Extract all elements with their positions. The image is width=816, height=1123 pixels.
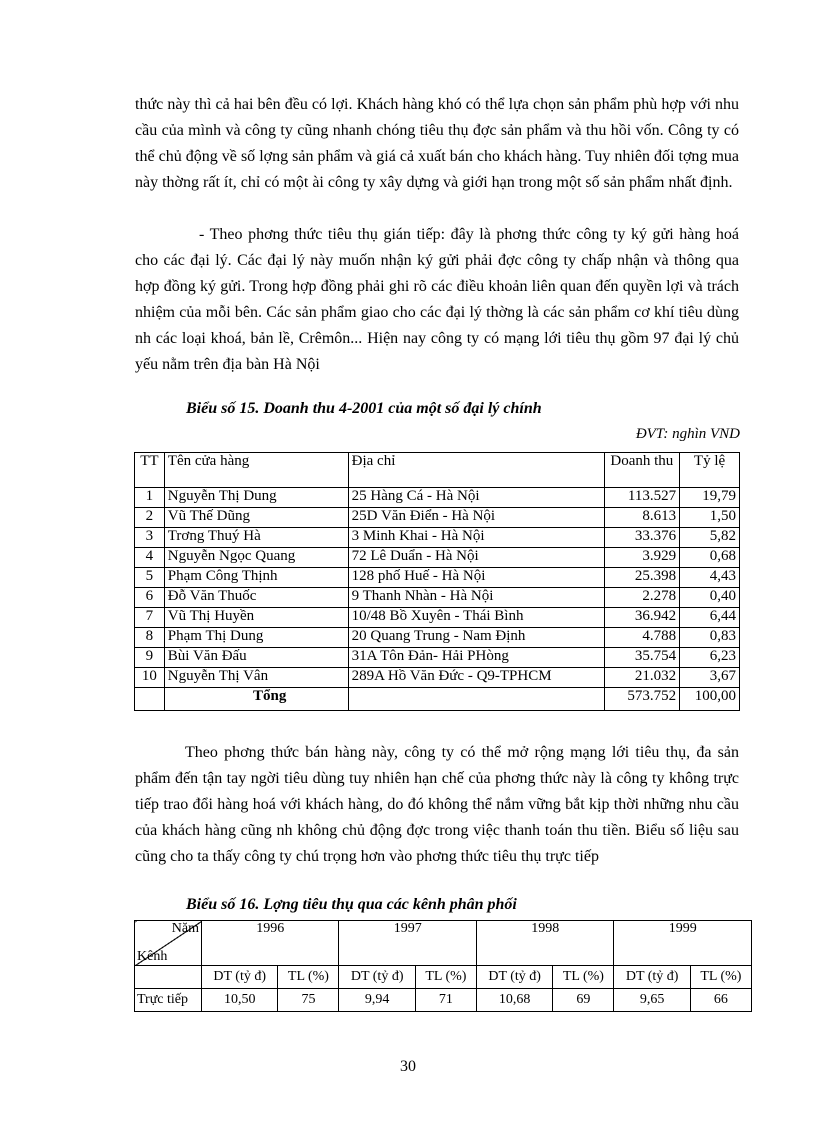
table15-unit: ĐVT: nghìn VND <box>635 426 740 442</box>
store-ratio: 6,44 <box>680 608 740 628</box>
channel-value: 10,68 <box>476 989 552 1012</box>
header-store-name: Tên cửa hàng <box>164 453 348 488</box>
year-header: 1997 <box>339 921 476 966</box>
store-ratio: 0,40 <box>680 588 740 608</box>
store-revenue: 21.032 <box>604 668 680 688</box>
table15-caption: Biểu số 15. Doanh thu 4-2001 của một số đại lý chính <box>186 400 542 417</box>
year-header: 1996 <box>202 921 339 966</box>
total-row <box>135 688 740 711</box>
paragraph-1: thức này thì cả hai bên đều có lợi. Khách hàng khó có thể lựa chọn sản phẩm phù hợp với nhu cầu của mình và công ty cũng nhanh chóng tiêu thụ đợc sản phẩm và thu hồi vốn. Công ty có thể chủ động về số lợng sản phẩm và giá cả xuất bán cho khách hàng. Tuy nhiên đối tợng mua này thờng rất ít, chỉ có một ài công ty xây dựng và giới hạn trong một số sản phẩm nhất định. <box>135 96 739 191</box>
page-number: 30 <box>400 1058 416 1075</box>
row-index: 2 <box>135 508 165 528</box>
total-ratio: 100,00 <box>680 688 740 711</box>
store-revenue: 113.527 <box>604 488 680 508</box>
corner-channel-label: Kênh <box>137 949 168 964</box>
store-ratio: 0,68 <box>680 548 740 568</box>
total-label: Tổng <box>164 688 348 711</box>
year-header: 1999 <box>614 921 752 966</box>
table-row <box>135 528 740 548</box>
channel-sales-table <box>134 920 752 1012</box>
store-name: Vũ Thị Huyền <box>164 608 348 628</box>
store-revenue: 3.929 <box>604 548 680 568</box>
store-name: Phạm Công Thịnh <box>164 568 348 588</box>
table-row <box>135 628 740 648</box>
store-revenue: 4.788 <box>604 628 680 648</box>
channel-value: 71 <box>415 989 476 1012</box>
agent-revenue-table <box>134 452 740 711</box>
corner-header-cell <box>135 921 202 966</box>
store-ratio: 4,43 <box>680 568 740 588</box>
row-index: 9 <box>135 648 165 668</box>
row-index: 8 <box>135 628 165 648</box>
total-empty-cell <box>135 688 165 711</box>
row-index: 5 <box>135 568 165 588</box>
store-name: Vũ Thế Dũng <box>164 508 348 528</box>
total-revenue: 573.752 <box>604 688 680 711</box>
store-revenue: 33.376 <box>604 528 680 548</box>
row-index: 3 <box>135 528 165 548</box>
store-ratio: 3,67 <box>680 668 740 688</box>
row-index: 6 <box>135 588 165 608</box>
store-revenue: 2.278 <box>604 588 680 608</box>
row-index: 10 <box>135 668 165 688</box>
table-row <box>135 989 752 1012</box>
table-row <box>135 648 740 668</box>
subheader-dt: DT (tỷ đ) <box>202 966 278 989</box>
store-revenue: 8.613 <box>604 508 680 528</box>
table-row <box>135 608 740 628</box>
channel-value: 66 <box>690 989 751 1012</box>
table-row <box>135 568 740 588</box>
subheader-dt: DT (tỷ đ) <box>339 966 415 989</box>
header-address: Địa chỉ <box>348 453 604 488</box>
store-address: 289A Hồ Văn Đức - Q9-TPHCM <box>348 668 604 688</box>
year-header: 1998 <box>476 921 613 966</box>
store-address: 25 Hàng Cá - Hà Nội <box>348 488 604 508</box>
subheader-tl: TL (%) <box>553 966 614 989</box>
paragraph-2: - Theo phơng thức tiêu thụ gián tiếp: đây là phơng thức công ty ký gửi hàng hoá cho các đại lý. Các đại lý này muốn nhận ký gửi phải đợc công ty chấp nhận và thông qua hợp đồng ký gửi. Trong hợp đồng phải ghi rõ các điều khoản liên quan đến quyền lợi và trách nhiệm của mỗi bên. Các sản phẩm giao cho các đại lý thờng là các sản phẩm cơ khí tiêu dùng nh các loại khoá, bản lề, Crêmôn... Hiện nay công ty có mạng lới tiêu thụ gồm 97 đại lý chủ yếu nằm trên địa bàn Hà Nội <box>135 226 739 373</box>
store-revenue: 35.754 <box>604 648 680 668</box>
store-name: Bùi Văn Đấu <box>164 648 348 668</box>
row-index: 7 <box>135 608 165 628</box>
store-address: 3 Minh Khai - Hà Nội <box>348 528 604 548</box>
subheader-tl: TL (%) <box>415 966 476 989</box>
subheader-tl: TL (%) <box>690 966 751 989</box>
table-row <box>135 668 740 688</box>
subheader-empty-cell <box>135 966 202 989</box>
store-address: 10/48 Bồ Xuyên - Thái Bình <box>348 608 604 628</box>
store-ratio: 19,79 <box>680 488 740 508</box>
header-ratio: Tỷ lệ <box>680 453 740 488</box>
table-row <box>135 508 740 528</box>
store-address: 128 phố Huế - Hà Nội <box>348 568 604 588</box>
table16-caption: Biểu số 16. Lợng tiêu thụ qua các kênh phân phối <box>186 896 517 913</box>
store-name: Nguyễn Thị Vân <box>164 668 348 688</box>
table-header-row <box>135 453 740 488</box>
table-subheader-row <box>135 966 752 989</box>
store-address: 31A Tôn Đản- Hải PHòng <box>348 648 604 668</box>
store-revenue: 36.942 <box>604 608 680 628</box>
store-ratio: 6,23 <box>680 648 740 668</box>
row-index: 4 <box>135 548 165 568</box>
store-revenue: 25.398 <box>604 568 680 588</box>
header-revenue: Doanh thu <box>604 453 680 488</box>
store-ratio: 5,82 <box>680 528 740 548</box>
store-ratio: 0,83 <box>680 628 740 648</box>
row-index: 1 <box>135 488 165 508</box>
store-ratio: 1,50 <box>680 508 740 528</box>
store-name: Phạm Thị Dung <box>164 628 348 648</box>
store-address: 25D Văn Điển - Hà Nội <box>348 508 604 528</box>
table-row <box>135 488 740 508</box>
header-tt: TT <box>135 453 165 488</box>
store-address: 72 Lê Duẩn - Hà Nội <box>348 548 604 568</box>
store-name: Đỗ Văn Thuốc <box>164 588 348 608</box>
subheader-tl: TL (%) <box>278 966 339 989</box>
total-empty-address <box>348 688 604 711</box>
corner-year-label: Năm <box>171 921 199 936</box>
channel-value: 9,65 <box>614 989 690 1012</box>
store-name: Trơng Thuý Hà <box>164 528 348 548</box>
store-address: 9 Thanh Nhàn - Hà Nội <box>348 588 604 608</box>
table-row <box>135 548 740 568</box>
channel-value: 75 <box>278 989 339 1012</box>
channel-value: 69 <box>553 989 614 1012</box>
store-address: 20 Quang Trung - Nam Định <box>348 628 604 648</box>
channel-label: Trực tiếp <box>135 989 202 1012</box>
subheader-dt: DT (tỷ đ) <box>476 966 552 989</box>
table-row <box>135 588 740 608</box>
subheader-dt: DT (tỷ đ) <box>614 966 690 989</box>
channel-value: 9,94 <box>339 989 415 1012</box>
paragraph-3: Theo phơng thức bán hàng này, công ty có thể mở rộng mạng lới tiêu thụ, đa sản phẩm đến tận tay ngời tiêu dùng tuy nhiên hạn chế của phơng thức này là công ty không trực tiếp trao đổi hàng hoá với khách hàng, do đó không thể nắm vững bắt kịp thời những nhu cầu của khách hàng cũng nh không chủ động đợc trong việc thanh toán thu tiền. Biểu số liệu sau cũng cho ta thấy công ty chú trọng hơn vào phơng thức tiêu thụ trực tiếp <box>135 744 739 865</box>
store-name: Nguyễn Thị Dung <box>164 488 348 508</box>
channel-value: 10,50 <box>202 989 278 1012</box>
store-name: Nguyễn Ngọc Quang <box>164 548 348 568</box>
